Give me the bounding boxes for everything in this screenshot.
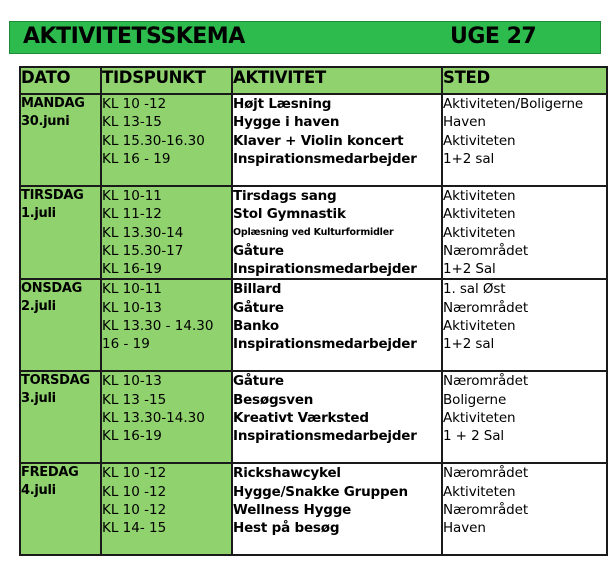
activity-cell — [232, 279, 442, 371]
activity-cell — [232, 371, 442, 463]
place-entry: Aktiviteten — [443, 206, 516, 223]
activity-entry: Højt Læsning — [233, 96, 332, 112]
time-cell — [101, 463, 232, 555]
table-row — [20, 279, 607, 371]
activity-entry: Kreativt Værksted — [233, 410, 369, 427]
place-entry: Nærområdet — [443, 373, 529, 390]
time-entry: KL 10-13 — [102, 373, 162, 390]
activity-cell — [232, 463, 442, 555]
time-entry: KL 10 -12 — [102, 502, 167, 519]
activity-entry: Gåture — [233, 242, 284, 259]
day-date: 3.juli — [21, 391, 56, 407]
place-cell — [442, 186, 607, 279]
place-entry: Aktiviteten — [443, 224, 516, 241]
time-entry: KL 16-19 — [102, 261, 162, 278]
activity-entry: Inspirationsmedarbejder — [233, 336, 417, 353]
place-entry: 1+2 sal — [443, 150, 495, 167]
time-entry: KL 13.30-14.30 — [102, 410, 205, 427]
place-entry: Aktiviteten — [443, 318, 516, 335]
time-cell — [101, 279, 232, 371]
activity-entry: Oplæsning ved Kulturformidler — [233, 226, 394, 238]
place-cell — [442, 371, 607, 463]
day-name: TIRSDAG — [21, 188, 84, 203]
activity-entry: Inspirationsmedarbejder — [233, 428, 417, 445]
place-entry: Aktiviteten/Boligerne — [443, 96, 584, 112]
day-name: MANDAG — [21, 96, 85, 111]
day-date: 2.juli — [21, 299, 56, 315]
activity-cell — [232, 94, 442, 186]
time-entry: KL 13-15 — [102, 114, 162, 131]
title-banner — [9, 21, 601, 54]
time-entry: KL 13 -15 — [102, 391, 167, 408]
day-name: ONSDAG — [21, 281, 83, 297]
activity-entry: Hygge/Snakke Gruppen — [233, 483, 408, 500]
page-title: AKTIVITETSSKEMA — [23, 24, 245, 49]
time-entry: KL 10-11 — [102, 281, 162, 298]
time-entry: KL 16-19 — [102, 428, 162, 445]
schedule-table — [19, 66, 608, 556]
table-row — [20, 186, 607, 279]
place-entry: Aktiviteten — [443, 410, 516, 427]
activity-cell — [232, 186, 442, 279]
place-entry: 1. sal Øst — [443, 281, 506, 298]
place-entry: 1+2 Sal — [443, 261, 496, 278]
place-entry: Nærområdet — [443, 299, 529, 316]
column-header-dato: DATO — [20, 67, 101, 94]
time-entry: KL 10 -12 — [102, 483, 167, 500]
date-cell — [20, 94, 101, 186]
time-cell — [101, 94, 232, 186]
activity-entry: Banko — [233, 318, 279, 335]
place-entry: Aktiviteten — [443, 188, 516, 204]
day-date: 4.juli — [21, 483, 56, 499]
day-date: 1.juli — [21, 206, 56, 221]
place-entry: Nærområdet — [443, 502, 529, 519]
place-entry: Boligerne — [443, 391, 507, 408]
time-cell — [101, 371, 232, 463]
column-header-sted: STED — [442, 67, 607, 94]
column-header-tidspunkt: TIDSPUNKT — [101, 67, 232, 94]
date-cell — [20, 186, 101, 279]
week-label: UGE 27 — [450, 24, 537, 49]
place-entry: 1 + 2 Sal — [443, 428, 505, 445]
day-name: TORSDAG — [21, 373, 90, 389]
time-entry: KL 14- 15 — [102, 520, 167, 537]
time-entry: KL 11-12 — [102, 206, 162, 223]
time-entry: 16 - 19 — [102, 336, 150, 353]
header-row — [20, 67, 607, 94]
activity-entry: Hygge i haven — [233, 114, 340, 131]
table-row — [20, 94, 607, 186]
time-entry: KL 13.30 - 14.30 — [102, 318, 214, 335]
time-entry: KL 10 -12 — [102, 465, 167, 482]
place-entry: Aktiviteten — [443, 132, 516, 149]
activity-entry: Inspirationsmedarbejder — [233, 150, 417, 167]
place-cell — [442, 463, 607, 555]
column-header-aktivitet: AKTIVITET — [232, 67, 442, 94]
place-entry: Haven — [443, 114, 486, 131]
date-cell — [20, 279, 101, 371]
time-entry: KL 15.30-17 — [102, 242, 184, 259]
time-entry: KL 10-13 — [102, 299, 162, 316]
activity-entry: Billard — [233, 281, 282, 298]
time-entry: KL 15.30-16.30 — [102, 132, 205, 149]
table-row — [20, 463, 607, 555]
activity-entry: Klaver + Violin koncert — [233, 132, 404, 149]
time-entry: KL 10 -12 — [102, 96, 167, 112]
activity-entry: Inspirationsmedarbejder — [233, 261, 417, 278]
place-cell — [442, 94, 607, 186]
activity-entry: Tirsdags sang — [233, 188, 337, 204]
day-date: 30.juni — [21, 114, 70, 129]
place-entry: Aktiviteten — [443, 483, 516, 500]
table-row — [20, 371, 607, 463]
date-cell — [20, 371, 101, 463]
activity-entry: Besøgsven — [233, 391, 314, 408]
time-entry: KL 10-11 — [102, 188, 162, 204]
activity-entry: Stol Gymnastik — [233, 206, 346, 223]
place-entry: Haven — [443, 520, 486, 537]
activity-entry: Rickshawcykel — [233, 465, 341, 482]
place-cell — [442, 279, 607, 371]
place-entry: Nærområdet — [443, 465, 529, 482]
activity-entry: Gåture — [233, 373, 284, 390]
date-cell — [20, 463, 101, 555]
time-entry: KL 13.30-14 — [102, 224, 184, 241]
time-entry: KL 16 - 19 — [102, 150, 171, 167]
activity-entry: Hest på besøg — [233, 520, 340, 537]
place-entry: 1+2 sal — [443, 336, 495, 353]
day-name: FREDAG — [21, 465, 79, 481]
activity-entry: Gåture — [233, 299, 284, 316]
place-entry: Nærområdet — [443, 242, 529, 259]
activity-entry: Wellness Hygge — [233, 502, 352, 519]
time-cell — [101, 186, 232, 279]
